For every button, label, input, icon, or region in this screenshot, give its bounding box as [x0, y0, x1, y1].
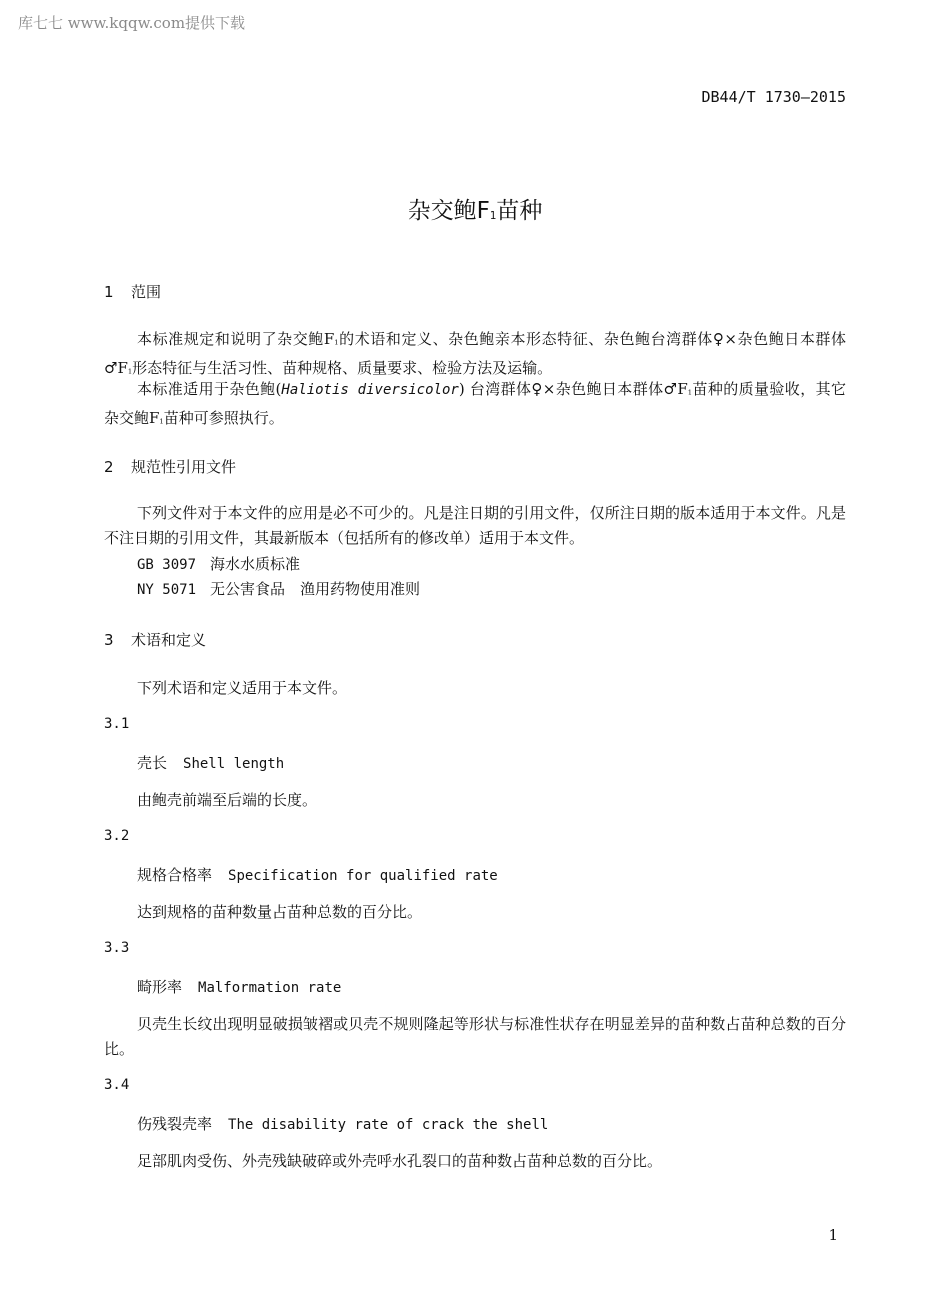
term-en: Specification for qualified rate: [228, 868, 498, 884]
subscript: 1: [687, 388, 693, 397]
text-run: 本标准适用于杂色鲍(: [137, 380, 282, 398]
term-cn: 规格合格率: [137, 866, 213, 884]
ref-title: 无公害食品 渔用药物使用准则: [210, 580, 421, 598]
text-run: ) 台湾群体♀×杂色鲍日本群体♂F: [458, 380, 688, 398]
standard-code: DB44/T 1730—2015: [701, 88, 846, 106]
term-definition: 由鲍壳前端至后端的长度。: [137, 791, 318, 809]
term-number: 3.4: [104, 1077, 130, 1093]
subscript: 1: [127, 367, 133, 376]
term-number: 3.2: [104, 828, 130, 844]
term-definition: 达到规格的苗种数量占苗种总数的百分比。: [137, 903, 423, 921]
term-definition: 贝壳生长纹出现明显破损皱褶或贝壳不规则隆起等形状与标准性状存在明显差异的苗种数占苗种总数的百分比。: [104, 1015, 846, 1058]
scientific-name: Haliotis diversicolor: [281, 382, 459, 398]
section-title: 范围: [131, 283, 162, 301]
title-main: 杂交鲍F: [407, 198, 490, 224]
text-run: 本标准规定和说明了杂交鲍F: [137, 330, 335, 348]
section-number: 2: [104, 458, 114, 476]
term-cn: 壳长: [137, 754, 168, 772]
text-run: 苗种可参照执行。: [163, 408, 284, 427]
text-run: 苗种的质量验收，其它杂交鲍F: [104, 380, 846, 427]
section-number: 3: [104, 631, 114, 649]
terms-intro: 下列术语和定义适用于本文件。: [137, 679, 348, 697]
ref-code: GB 3097: [137, 557, 197, 573]
term-definition: 足部肌肉受伤、外壳残缺破碎或外壳呼水孔裂口的苗种数占苗种总数的百分比。: [137, 1152, 663, 1170]
section-title: 规范性引用文件: [131, 458, 237, 476]
section-title: 术语和定义: [131, 631, 207, 649]
text-run: 的术语和定义、杂色鲍亲本形态特征、杂色鲍台湾群体♀×杂色鲍日本群体♂F: [104, 330, 846, 377]
term-heading: [137, 752, 284, 773]
section-heading-normative: [104, 456, 846, 477]
term-en: The disability rate of crack the shell: [228, 1117, 549, 1133]
section-number: 1: [104, 283, 114, 301]
term-heading: [137, 864, 498, 885]
ref-code: NY 5071: [137, 582, 197, 598]
normative-intro: 下列文件对于本文件的应用是必不可少的。凡是注日期的引用文件，仅所注日期的版本适用于本文件。凡是不注日期的引用文件，其最新版本（包括所有的修改单）适用于本文件。: [104, 504, 846, 547]
term-heading: [137, 1113, 548, 1134]
text-run: 形态特征与生活习性、苗种规格、质量要求、检验方法及运输。: [132, 358, 553, 377]
normative-ref: [137, 578, 420, 599]
term-number: 3.3: [104, 940, 130, 956]
title-subscript: 1: [489, 210, 497, 223]
section-heading-scope: [104, 281, 846, 302]
document-title: [0, 192, 950, 225]
term-number: 3.1: [104, 716, 130, 732]
term-en: Malformation rate: [198, 980, 342, 996]
title-tail: 苗种: [496, 198, 543, 224]
normative-ref: [137, 553, 300, 574]
subscript: 1: [159, 417, 164, 426]
term-en: Shell length: [183, 756, 285, 772]
subscript: 1: [334, 338, 339, 347]
scope-paragraph-2: [104, 377, 846, 434]
page-number: 1: [828, 1226, 838, 1244]
term-cn: 畸形率: [137, 978, 183, 996]
scope-paragraph-1: [104, 327, 846, 384]
watermark: 库七七 www.kqqw.com提供下载: [18, 14, 246, 32]
term-heading: [137, 976, 341, 997]
term-cn: 伤残裂壳率: [137, 1115, 213, 1133]
section-heading-terms: [104, 629, 846, 650]
ref-title: 海水水质标准: [210, 555, 301, 573]
